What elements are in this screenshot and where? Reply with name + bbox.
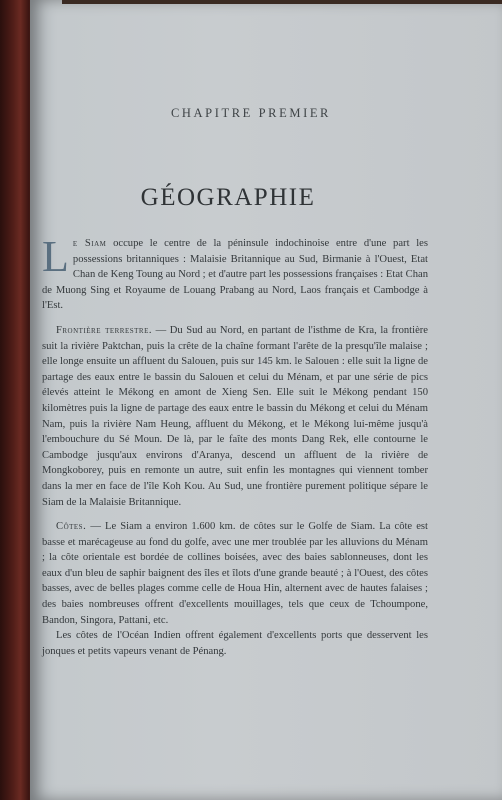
drop-cap: L (42, 232, 69, 281)
page-top-edge (62, 0, 502, 4)
cotes-text-2: Les côtes de l'Océan Indien offrent également d'excellents ports que desservent les jonques et petits vapeurs venant de Pénang. (42, 630, 428, 657)
cotes-paragraph-2 (42, 628, 428, 659)
intro-text: occupe le centre de la péninsule indochinoise entre d'une part les possessions britanniques : Malaisie Britannique au Sud, Birmanie à l'Ouest, Etat Chan de Keng Toung au Nord ; et d'autre part les possessions françaises : Etat Chan de Muong Sing et Royaume de Louang Prabang au Nord, Laos français et Cambodge à l'Est. (42, 238, 428, 312)
page-title: GÉOGRAPHIE (140, 184, 316, 211)
cotes-heading: Côtes. (56, 521, 87, 533)
frontiere-text: — Du Sud au Nord, en partant de l'isthme de Kra, la frontière suit la rivière Paktchan, puis la crête de la chaîne formant l'arête de la presqu'île malaise ; elle longe ensuite un affluent du Salouen, puis sur 145 km. le Salouen : elle suit la ligne de partage des eaux entre le bassin du Salouen et celui du Ménam, et par une série de pics élevés atteint le Mékong en amont de Xieng Sen. Elle suit le Mékong pendant 150 kilomètres puis la ligne de partage des eaux entre le bassin du Mékong et celui du Ménam Nam, puis la rivière Nam Heung, affluent du Mékong, et le Mékong lui-même jusqu'à l'embouchure du Sé Moun. De là, par le faîte des monts Dang Rek, elle contourne le Cambodge jusqu'aux environs d'Aranya, descend un affluent de la rivière de Mongkoborey, puis en remonte un autre, suit enfin les montagnes qui viennent tomber dans la mer en face de l'île Koh Kou. Au Sud, une frontière purement politique sépare le Siam de la Malaisie Britannique. (42, 324, 428, 508)
cotes-paragraph (42, 519, 428, 628)
frontiere-paragraph (42, 323, 428, 510)
intro-paragraph (42, 232, 428, 314)
frontiere-heading: Frontière terrestre. (56, 324, 152, 336)
cotes-text: — Le Siam a environ 1.600 km. de côtes sur le Golfe de Siam. La côte est basse et marécageuse au fond du golfe, avec une mer troublée par les alluvions du Ménam ; la côte orientale est bordée de collines boisées, avec des baies sablonneuses, dont les eaux d'un bleu de saphir baignent des îles et îlots d'une grande beauté ; à l'Ouest, des côtes basses, avec de belles plages comme celle de Houa Hin, alternent avec de hautes falaises ; des baies nombreuses offrent d'excellents mouillages, tels que ceux de Tchoumpone, Bandon, Singora, Pattani, etc. (42, 521, 428, 626)
body-text (42, 232, 428, 659)
chapter-heading: CHAPITRE PREMIER (170, 106, 331, 120)
intro-lead: e Siam (72, 238, 107, 249)
